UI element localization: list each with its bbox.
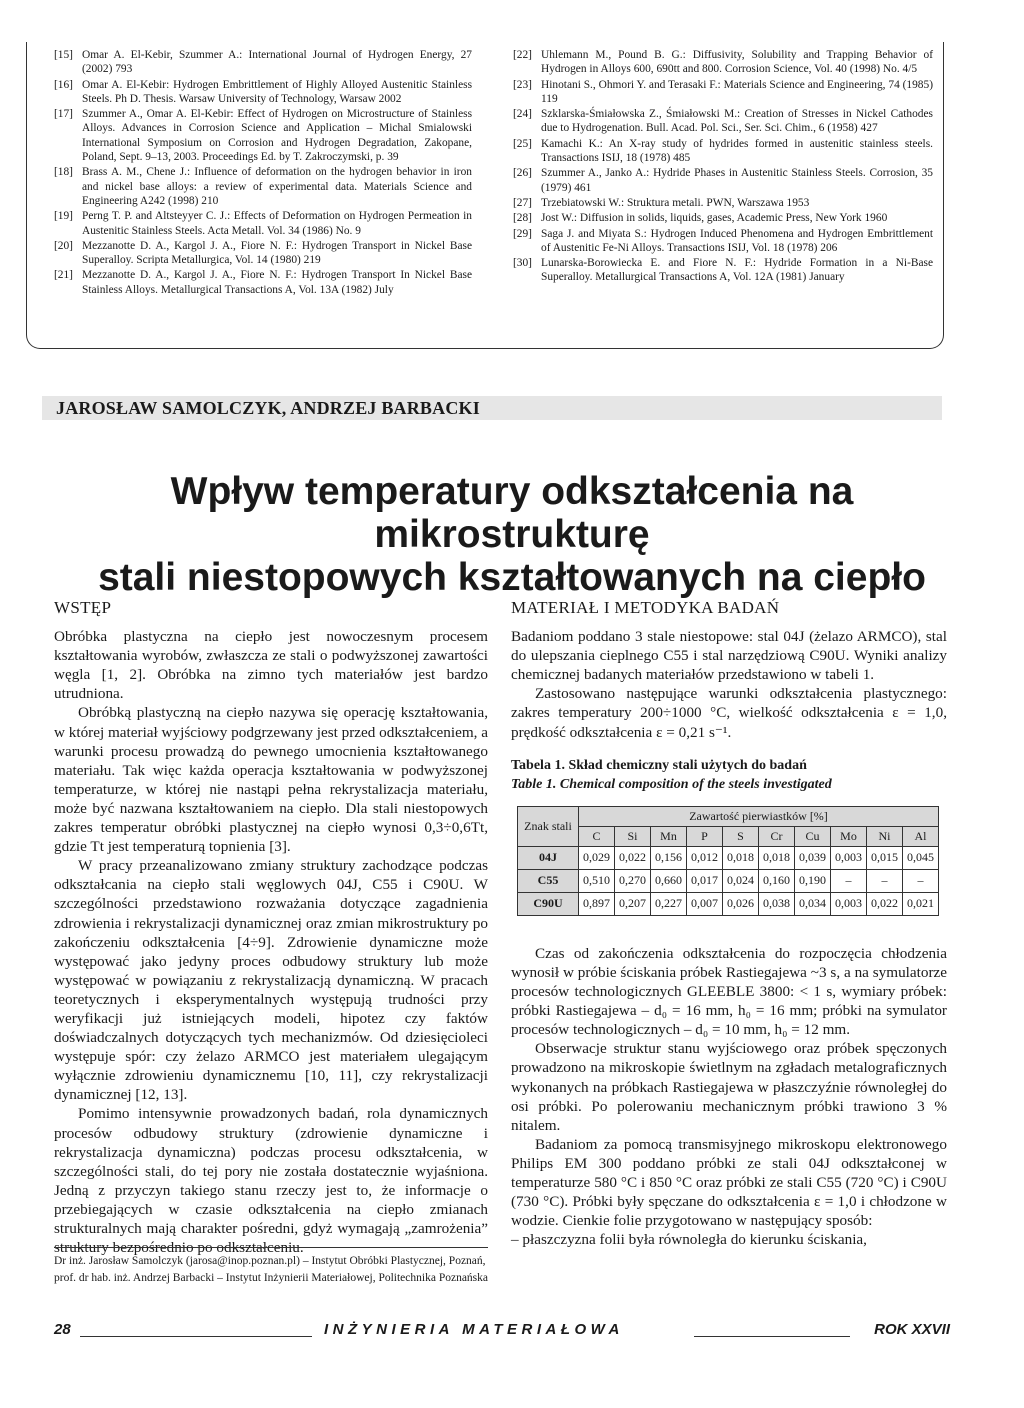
element-header: C (579, 826, 615, 846)
reference-text: Brass A. M., Chene J.: Influence of deformation on the hydrogen behavior in iron and nickel base alloys: a review of experimental data. Materials Science and Engineering A242 (1998) 210 (82, 166, 472, 207)
table-cell: 0,021 (903, 892, 939, 915)
reference-item (513, 196, 933, 210)
table-cell: 0,026 (723, 892, 759, 915)
table-cell: 0,018 (759, 846, 795, 869)
table-cell: 0,003 (831, 846, 867, 869)
chemical-composition-table (517, 806, 939, 916)
reference-item (54, 209, 472, 238)
reference-item (513, 166, 933, 195)
reference-number: [20] (54, 239, 73, 252)
reference-item (54, 107, 472, 164)
reference-item (513, 211, 933, 225)
title-line-2: stali niestopowych kształtowanych na ciepło (98, 556, 926, 599)
reference-number: [29] (513, 227, 532, 240)
reference-number: [28] (513, 212, 532, 225)
element-header: P (687, 826, 723, 846)
right-text-column (511, 598, 947, 1249)
page-footer (54, 1321, 950, 1343)
method-list-item: – płaszczyzna folii była równoległa do kierunku ściskania, (511, 1231, 867, 1249)
table-row (518, 869, 939, 892)
introduction-body (54, 627, 488, 1257)
table-cell: 0,018 (723, 846, 759, 869)
table-cell: 0,660 (651, 869, 687, 892)
paragraph: Obserwacje struktur stanu wyjściowego oraz próbek spęczonych prowadzono na mikroskopie świetlnym na zgładach metalograficznych wykonanych na próbkach Rastiegajewa w płaszczyźnie równoległej do osi próbki. Po polerowaniu mechanicznym próbki trawiono 3 % nitalem. (511, 1040, 947, 1134)
paragraph: Badaniom poddano 3 stale niestopowe: stal 04J (żelazo ARMCO), stal do ulepszania cieplnego C55 i stal narzędziową C90U. Wyniki analizy chemicznej badanych materiałów przedstawiono w tabeli 1. (511, 628, 947, 684)
element-header: Si (615, 826, 651, 846)
table-row (518, 846, 939, 869)
section-heading-materials: MATERIAŁ I METODYKA BADAŃ (511, 598, 780, 617)
reference-number: [26] (513, 167, 532, 180)
table-cell: 0,017 (687, 869, 723, 892)
table-cell: 0,270 (615, 869, 651, 892)
reference-number: [18] (54, 166, 73, 179)
table-cell: 0,029 (579, 846, 615, 869)
author-footnote: Dr inż. Jarosław Samolczyk (jarosa@inop.poznan.pl) – Instytut Obróbki Plastycznej, Poznań, prof. dr hab. inż. Andrzej Barbacki – Instytut Inżynierii Materiałowej, Politechnika Poznańska (54, 1247, 488, 1287)
reference-text: Uhlemann M., Pound B. G.: Diffusivity, Solubility and Trapping Behavior of Hydrogen in Alloys 600, 690tt and 800. Corrosion Science, Vol. 40 (1998) No. 4/5 (541, 49, 933, 76)
table-cell: 0,038 (759, 892, 795, 915)
table-cell: 0,207 (615, 892, 651, 915)
reference-item (513, 137, 933, 166)
reference-text: Mezzanotte D. A., Kargol J. A., Fiore N. F.: Hydrogen Transport in Nickel Base Superalloy. Scripta Metallurgica, Vol. 14 (1980) 219 (82, 239, 472, 267)
reference-text: Mezzanotte D. A., Kargol J. A., Fiore N. F.: Hydrogen Transport In Nickel Base Stainless Alloys. Metallurgical Transactions A, Vol. 13A (1982) July (82, 269, 472, 296)
steel-grade-cell: C90U (518, 892, 579, 915)
article-title (40, 470, 984, 599)
table-caption-polish: Tabela 1. Skład chemiczny stali użytych do badań (511, 757, 807, 773)
table-cell: 0,024 (723, 869, 759, 892)
table-cell: 0,897 (579, 892, 615, 915)
element-header: Cu (795, 826, 831, 846)
reference-number: [21] (54, 269, 73, 282)
content-header: Zawartość pierwiastków [%] (579, 806, 939, 826)
reference-text: Lunarska-Borowiecka E. and Fiore N. F.: Hydride Formation in a Ni-Base Superalloy. Metallurgical Transactions A, Vol. 12A (1981) January (541, 257, 933, 284)
reference-number: [25] (513, 137, 532, 150)
paragraph: Obróbką plastyczną na ciepło nazywa się operację kształtowania, w której materiał wyjściowy podgrzewany jest przed odkształceniem, a warunki procesu prowadzą do pewnego umocnienia kształtowanego materiału. Tak więc każda operacja kształtowania w podwyższonej temperaturze, w której nie nastąpi pełna rekrystalizacja materiału, może być nazwana kształtowaniem na ciepło. Dla stali niestopowych zakres temperatur obróbki plastycznej na ciepło wynosi 0,3÷0,6Tt, gdzie Tt jest temperaturą topnienia [3]. (54, 704, 488, 856)
reference-number: [22] (513, 49, 532, 61)
volume-year: ROK XXVII (874, 1321, 950, 1338)
reference-text: Jost W.: Diffusion in solids, liquids, gases, Academic Press, New York 1960 (541, 212, 888, 225)
reference-text: Szummer A., Omar A. El-Kebir: Effect of Hydrogen on Microstructure of Stainless Alloys. Advances in Corrosion Science and Application – Michal Smialowski International Symposium on Corrosion and Hydrogen Degradation, Zakopane, Poland, Sept. 9–13, 2003. Proceedings Ed. by T. Zakroczymski, p. 39 (82, 108, 472, 164)
steel-grade-cell: C55 (518, 869, 579, 892)
table-cell: 0,012 (687, 846, 723, 869)
reference-number: [15] (54, 49, 73, 61)
table-cell: – (903, 869, 939, 892)
element-header: Cr (759, 826, 795, 846)
reference-number: [24] (513, 108, 532, 121)
table-cell: 0,160 (759, 869, 795, 892)
table-cell: 0,015 (867, 846, 903, 869)
reference-number: [23] (513, 78, 532, 91)
element-header: Mn (651, 826, 687, 846)
reference-item (513, 48, 933, 77)
element-header: Mo (831, 826, 867, 846)
reference-item (513, 107, 933, 136)
materials-body-bottom (511, 944, 947, 1230)
page-number: 28 (54, 1321, 71, 1338)
journal-name: INŻYNIERIA MATERIAŁOWA (324, 1321, 624, 1338)
table-cell: 0,034 (795, 892, 831, 915)
element-header: Ni (867, 826, 903, 846)
reference-text: Trzebiatowski W.: Struktura metali. PWN, Warszawa 1953 (541, 196, 810, 209)
footer-rule-left (80, 1336, 312, 1337)
table-cell: – (831, 869, 867, 892)
reference-text: Omar A. El-Kebir, Szummer A.: International Journal of Hydrogen Energy, 27 (2002) 793 (82, 49, 472, 76)
section-heading-introduction: WSTĘP (54, 598, 112, 617)
reference-item (513, 78, 933, 107)
authors-bar (42, 396, 942, 420)
reference-text: Perng T. P. and Altsteyyer C. J.: Effects of Deformation on Hydrogen Permeation in Austenitic Stainless Steels. Acta Metall. Vol. 34 (1986) No. 9 (82, 210, 472, 237)
paragraph: W pracy przeanalizowano zmiany struktury zachodzące podczas odkształcania na ciepło stali węglowych 04J, C55 i C90U. W szczególności przedstawiono rozważania dotyczące zagadnienia zdrowienia i rekrystalizacji dynamicznej oraz zmian mikrostruktury po zakończeniu odkształcenia [4÷9]. Zdrowienie dynamiczne może występować jako jedyny proces odbudowy struktury lub może występować w powiązaniu z rekrystalizacją dynamiczną. W pracach teoretycznych i eksperymentalnych występują trudności przy weryfikacji już istniejących modeli, hipotez czy faktów doświadczalnych dotyczących tych mechanizmów. Od dziesięcioleci występuje spór: czy żelazo ARMCO jest materiałem ulegającym wyłącznie zdrowieniu dynamicznemu [10, 11], czy rekrystalizacji dynamicznej [12, 13]. (54, 857, 488, 1104)
reference-number: [27] (513, 196, 532, 209)
paragraph: Badaniom za pomocą transmisyjnego mikroskopu elektronowego Philips EM 300 poddano próbki ze stali 04J odkształconej w temperaturze 580 °C i 850 °C oraz próbki ze stali C55 (720 °C) i C90U (730 °C). Próbki były spęczane do odkształcenia ε = 1,0 i chłodzone w wodzie. Cienkie folie przygotowano w następujący sposób: (511, 1135, 947, 1230)
reference-text: Saga J. and Miyata S.: Hydrogen Induced Phenomena and Hydrogen Embrittlement of Austenitic Fe-Ni Alloys. Transactions ISIJ, Vol. 18 (1978) 206 (541, 227, 933, 254)
authors: JAROSŁAW SAMOLCZYK, ANDRZEJ BARBACKI (56, 398, 480, 418)
element-header: S (723, 826, 759, 846)
reference-number: [16] (54, 78, 73, 91)
paragraph: Zastosowano następujące warunki odkształcenia plastycznego: zakres temperatury 200÷1000 °C, wielkość odkształcenia ε = 1,0, prędkość odkształcenia ε = 0,21 s⁻¹. (511, 685, 947, 741)
element-header: Al (903, 826, 939, 846)
steel-grade-cell: 04J (518, 846, 579, 869)
reference-item (513, 227, 933, 256)
table-cell: 0,156 (651, 846, 687, 869)
table-cell: 0,227 (651, 892, 687, 915)
reference-text: Kamachi K.: An X-ray study of hydrides formed in austenitic stainless steels. Transactions ISIJ, 18 (1978) 485 (541, 137, 933, 165)
table-caption-english: Table 1. Chemical composition of the steels investigated (511, 776, 832, 792)
references-left-column (54, 48, 472, 298)
left-text-column (54, 598, 488, 1257)
paragraph: Pomimo intensywnie prowadzonych badań, rola dynamicznych procesów odbudowy struktury (zdrowienie dynamiczne i rekrystalizacja dynamiczna) podczas procesu odkształcenia, w szczególności stali, do tej pory nie została dostatecznie wyjaśniona. Jedną z przyczyn takiego stanu rzeczy jest to, że informacje o przebiegających w czasie odkształcenia na ciepło zmianach strukturalnych mają charakter pośredni, gdyż wymagają „zamrożenia” struktury bezpośrednio po odkształceniu. (54, 1105, 488, 1257)
table-cell: 0,022 (615, 846, 651, 869)
reference-text: Omar A. El-Kebir: Hydrogen Embrittlement of Highly Alloyed Austenitic Stainless Steels. Ph D. Thesis. Warsaw University of Technology, Warsaw 2002 (82, 78, 472, 105)
table-cell: 0,039 (795, 846, 831, 869)
reference-item (54, 239, 472, 268)
reference-text: Hinotani S., Ohmori Y. and Terasaki F.: Materials Science and Engineering, 74 (1985) 119 (541, 78, 933, 105)
table-row (518, 892, 939, 915)
table-cell: 0,510 (579, 869, 615, 892)
paragraph: Obróbka plastyczna na ciepło jest nowoczesnym procesem kształtowania wyrobów, zwłaszcza ze stali o podwyższonej zawartości węgla [1, 2]. Obróbka na zimno tych materiałów jest bardzo utrudniona. (54, 628, 488, 703)
reference-item (54, 78, 472, 107)
table-cell: 0,190 (795, 869, 831, 892)
reference-item (54, 165, 472, 208)
reference-item (513, 256, 933, 285)
title-line-1: Wpływ temperatury odkształcenia na mikrostrukturę (170, 470, 854, 556)
reference-number: [17] (54, 108, 73, 121)
table-cell: 0,003 (831, 892, 867, 915)
reference-item (54, 268, 472, 297)
table-cell: – (867, 869, 903, 892)
reference-number: [19] (54, 210, 73, 223)
materials-body-top (511, 627, 947, 742)
reference-text: Szklarska-Śmiałowska Z., Śmiałowski M.: Creation of Stresses in Nickel Cathodes due to Hydrogenation. Bull. Acad. Pol. Sci., Ser. Sci. Chim., 6 (1958) 427 (541, 108, 933, 135)
table-cell: 0,045 (903, 846, 939, 869)
paragraph: Czas od zakończenia odkształcenia do rozpoczęcia chłodzenia wynosił w próbie ściskania próbek Rastiegajewa ~3 s, a na symulatorze procesów technologicznych GLEEBLE 3800: < 1 s, wymiary próbek: próbki Rastiegajewa – d₀ = 16 mm, h₀ = 16 mm; próbki na symulator procesów technologicznych – d₀ = 10 mm, h₀ = 12 mm. (511, 944, 947, 1039)
reference-text: Szummer A., Janko A.: Hydride Phases in Austenitic Stainless Steels. Corrosion, 35 (1979) 461 (541, 167, 933, 194)
reference-item (54, 48, 472, 77)
references-right-column (513, 48, 933, 286)
footer-rule-right (694, 1336, 850, 1337)
grade-header: Znak stali (518, 806, 579, 846)
table-cell: 0,007 (687, 892, 723, 915)
reference-number: [30] (513, 257, 532, 270)
table-cell: 0,022 (867, 892, 903, 915)
